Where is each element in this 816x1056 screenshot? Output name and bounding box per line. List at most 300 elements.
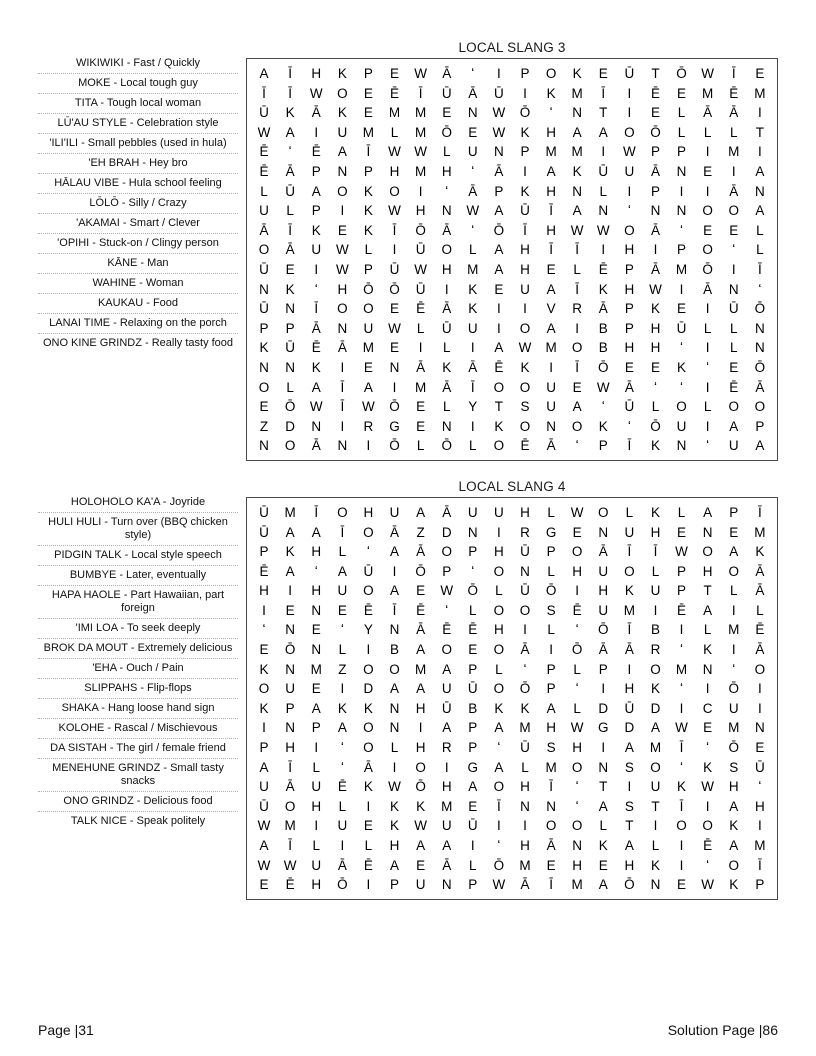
grid-cell[interactable]: Ū: [624, 399, 635, 415]
grid-cell[interactable]: D: [650, 700, 661, 716]
grid-cell[interactable]: Ā: [442, 66, 452, 82]
grid-cell[interactable]: Ā: [311, 438, 321, 454]
grid-cell[interactable]: I: [627, 661, 632, 677]
grid-cell[interactable]: W: [675, 720, 688, 736]
grid-cell[interactable]: P: [285, 320, 295, 336]
grid-cell[interactable]: I: [392, 242, 397, 258]
grid-cell[interactable]: O: [676, 399, 687, 415]
grid-cell[interactable]: U: [467, 144, 478, 160]
grid-cell[interactable]: L: [286, 379, 294, 395]
grid-cell[interactable]: Ā: [468, 183, 478, 199]
grid-cell[interactable]: Ē: [259, 563, 269, 579]
grid-cell[interactable]: Ū: [624, 700, 635, 716]
grid-cell[interactable]: ʻ: [680, 379, 684, 395]
grid-cell[interactable]: L: [338, 544, 347, 560]
grid-cell[interactable]: Ō: [389, 438, 400, 454]
grid-cell[interactable]: Ō: [519, 681, 531, 697]
grid-cell[interactable]: Ē: [729, 85, 739, 101]
grid-cell[interactable]: ʻ: [523, 661, 527, 677]
grid-cell[interactable]: O: [702, 242, 713, 258]
grid-cell[interactable]: H: [624, 681, 635, 697]
grid-cell[interactable]: B: [598, 340, 608, 356]
grid-cell[interactable]: ʻ: [732, 661, 736, 677]
grid-cell[interactable]: O: [258, 681, 270, 697]
grid-cell[interactable]: M: [388, 105, 401, 121]
grid-cell[interactable]: Ī: [262, 85, 266, 101]
grid-cell[interactable]: L: [286, 203, 294, 219]
grid-cell[interactable]: Ū: [520, 544, 530, 560]
grid-cell[interactable]: U: [598, 602, 609, 618]
grid-cell[interactable]: Ē: [442, 622, 452, 638]
grid-cell[interactable]: K: [546, 85, 556, 101]
grid-cell[interactable]: O: [676, 818, 687, 834]
grid-cell[interactable]: A: [703, 504, 713, 520]
grid-cell[interactable]: H: [624, 281, 635, 297]
grid-cell[interactable]: L: [703, 124, 712, 140]
grid-cell[interactable]: Ū: [467, 818, 478, 834]
grid-cell[interactable]: M: [754, 524, 766, 540]
grid-cell[interactable]: Ū: [415, 242, 426, 258]
grid-cell[interactable]: U: [494, 504, 504, 520]
grid-cell[interactable]: K: [363, 222, 373, 238]
grid-cell[interactable]: H: [702, 563, 713, 579]
grid-cell[interactable]: E: [285, 261, 295, 277]
grid-cell[interactable]: ʻ: [340, 622, 344, 638]
grid-cell[interactable]: U: [728, 700, 739, 716]
grid-cell[interactable]: Ī: [288, 759, 293, 775]
grid-cell[interactable]: O: [493, 779, 505, 795]
grid-cell[interactable]: Ā: [598, 642, 608, 658]
grid-cell[interactable]: Ā: [468, 359, 478, 375]
grid-cell[interactable]: Ē: [259, 144, 269, 160]
grid-cell[interactable]: ʻ: [314, 281, 318, 297]
grid-cell[interactable]: I: [758, 144, 762, 160]
grid-cell[interactable]: H: [624, 242, 635, 258]
grid-cell[interactable]: O: [258, 379, 270, 395]
grid-cell[interactable]: I: [497, 818, 501, 834]
grid-cell[interactable]: Ā: [285, 242, 295, 258]
grid-cell[interactable]: Ō: [702, 261, 713, 277]
grid-cell[interactable]: K: [572, 164, 582, 180]
grid-cell[interactable]: Ū: [624, 66, 635, 82]
grid-cell[interactable]: Ā: [546, 438, 556, 454]
grid-cell[interactable]: Ō: [624, 877, 635, 893]
grid-cell[interactable]: Ē: [416, 301, 426, 317]
grid-cell[interactable]: L: [338, 642, 347, 658]
grid-cell[interactable]: I: [497, 66, 501, 82]
grid-cell[interactable]: K: [363, 779, 373, 795]
grid-cell[interactable]: ʻ: [706, 359, 710, 375]
grid-cell[interactable]: Ē: [677, 602, 687, 618]
grid-cell[interactable]: A: [468, 779, 478, 795]
grid-cell[interactable]: P: [546, 544, 556, 560]
grid-cell[interactable]: E: [311, 681, 321, 697]
grid-cell[interactable]: N: [728, 281, 739, 297]
grid-cell[interactable]: Ī: [627, 438, 632, 454]
grid-cell[interactable]: O: [624, 222, 635, 238]
grid-cell[interactable]: O: [363, 720, 374, 736]
grid-cell[interactable]: P: [363, 164, 373, 180]
grid-cell[interactable]: Ā: [703, 281, 713, 297]
grid-cell[interactable]: Ō: [650, 418, 661, 434]
grid-cell[interactable]: Ī: [288, 85, 293, 101]
grid-cell[interactable]: ʻ: [627, 418, 631, 434]
grid-cell[interactable]: T: [651, 798, 660, 814]
grid-cell[interactable]: L: [547, 622, 555, 638]
grid-cell[interactable]: Ā: [337, 857, 347, 873]
grid-cell[interactable]: W: [518, 340, 532, 356]
grid-cell[interactable]: L: [729, 583, 738, 599]
grid-cell[interactable]: A: [311, 379, 321, 395]
grid-cell[interactable]: I: [366, 798, 371, 814]
grid-cell[interactable]: Ū: [285, 340, 296, 356]
grid-cell[interactable]: I: [679, 838, 684, 854]
grid-cell[interactable]: I: [679, 700, 684, 716]
grid-cell[interactable]: M: [754, 838, 766, 854]
grid-cell[interactable]: E: [363, 359, 373, 375]
grid-cell[interactable]: I: [705, 418, 710, 434]
grid-cell[interactable]: Ā: [468, 85, 478, 101]
grid-cell[interactable]: H: [572, 857, 583, 873]
grid-cell[interactable]: W: [309, 85, 323, 101]
grid-cell[interactable]: I: [601, 681, 606, 697]
grid-cell[interactable]: H: [650, 320, 661, 336]
grid-cell[interactable]: E: [598, 66, 608, 82]
grid-cell[interactable]: H: [546, 183, 556, 199]
grid-cell[interactable]: U: [728, 438, 739, 454]
grid-cell[interactable]: K: [390, 798, 400, 814]
grid-cell[interactable]: K: [285, 544, 295, 560]
grid-cell[interactable]: Ā: [598, 301, 608, 317]
grid-cell[interactable]: I: [705, 301, 710, 317]
grid-cell[interactable]: Ī: [523, 222, 527, 238]
grid-cell[interactable]: O: [284, 438, 296, 454]
grid-cell[interactable]: Ē: [363, 602, 373, 618]
grid-cell[interactable]: P: [468, 661, 478, 677]
grid-cell[interactable]: L: [573, 261, 581, 277]
grid-cell[interactable]: Ā: [311, 105, 321, 121]
grid-cell[interactable]: Ī: [340, 379, 345, 395]
grid-cell[interactable]: Ū: [598, 164, 609, 180]
grid-cell[interactable]: M: [362, 340, 375, 356]
grid-cell[interactable]: H: [389, 164, 400, 180]
grid-cell[interactable]: L: [312, 838, 320, 854]
grid-cell[interactable]: U: [546, 399, 556, 415]
grid-cell[interactable]: Ī: [288, 838, 293, 854]
grid-cell[interactable]: Ā: [755, 563, 765, 579]
grid-cell[interactable]: N: [755, 320, 765, 336]
grid-cell[interactable]: P: [468, 877, 478, 893]
grid-cell[interactable]: N: [650, 877, 661, 893]
grid-cell[interactable]: E: [363, 818, 373, 834]
grid-cell[interactable]: A: [572, 399, 582, 415]
grid-cell[interactable]: L: [729, 124, 738, 140]
grid-cell[interactable]: P: [520, 144, 530, 160]
grid-cell[interactable]: O: [702, 203, 713, 219]
grid-cell[interactable]: T: [494, 399, 504, 415]
grid-cell[interactable]: W: [466, 203, 480, 219]
grid-cell[interactable]: A: [311, 524, 321, 540]
grid-cell[interactable]: Ā: [285, 779, 295, 795]
grid-cell[interactable]: B: [650, 622, 660, 638]
grid-cell[interactable]: E: [259, 642, 269, 658]
letter-grid-2[interactable]: [251, 503, 773, 895]
grid-cell[interactable]: O: [363, 301, 374, 317]
grid-cell[interactable]: Ō: [389, 281, 400, 297]
grid-cell[interactable]: Ī: [627, 544, 632, 560]
grid-cell[interactable]: K: [468, 281, 478, 297]
grid-cell[interactable]: G: [389, 418, 400, 434]
grid-cell[interactable]: P: [677, 242, 687, 258]
grid-cell[interactable]: G: [467, 759, 479, 775]
grid-cell[interactable]: A: [259, 838, 269, 854]
grid-cell[interactable]: O: [337, 183, 348, 199]
grid-cell[interactable]: M: [414, 124, 427, 140]
grid-cell[interactable]: E: [650, 359, 660, 375]
grid-cell[interactable]: A: [390, 681, 400, 697]
grid-cell[interactable]: I: [705, 340, 710, 356]
grid-cell[interactable]: K: [442, 359, 452, 375]
grid-cell[interactable]: Ē: [390, 85, 400, 101]
grid-cell[interactable]: L: [495, 661, 503, 677]
grid-cell[interactable]: P: [677, 144, 687, 160]
grid-cell[interactable]: M: [284, 818, 296, 834]
grid-cell[interactable]: N: [572, 105, 583, 121]
grid-cell[interactable]: U: [311, 779, 322, 795]
grid-cell[interactable]: O: [519, 320, 531, 336]
grid-cell[interactable]: ʻ: [706, 438, 710, 454]
grid-cell[interactable]: E: [572, 379, 582, 395]
grid-cell[interactable]: Ō: [363, 281, 374, 297]
grid-cell[interactable]: ʻ: [471, 66, 475, 82]
grid-cell[interactable]: O: [728, 399, 739, 415]
grid-cell[interactable]: K: [598, 418, 608, 434]
grid-cell[interactable]: W: [492, 877, 506, 893]
grid-cell[interactable]: M: [571, 144, 583, 160]
grid-cell[interactable]: O: [545, 818, 557, 834]
grid-cell[interactable]: Ī: [314, 301, 319, 317]
grid-cell[interactable]: Ū: [259, 105, 269, 121]
grid-cell[interactable]: Ē: [337, 779, 347, 795]
grid-cell[interactable]: W: [335, 242, 349, 258]
grid-cell[interactable]: Ē: [416, 602, 426, 618]
grid-cell[interactable]: O: [728, 563, 739, 579]
grid-cell[interactable]: K: [363, 203, 373, 219]
grid-cell[interactable]: E: [546, 261, 556, 277]
grid-cell[interactable]: I: [653, 242, 658, 258]
grid-cell[interactable]: Ō: [493, 857, 505, 873]
grid-cell[interactable]: W: [570, 222, 584, 238]
grid-cell[interactable]: Ī: [470, 379, 475, 395]
grid-cell[interactable]: T: [599, 105, 608, 121]
grid-cell[interactable]: Ā: [755, 583, 765, 599]
grid-cell[interactable]: W: [414, 144, 427, 160]
grid-cell[interactable]: W: [649, 281, 662, 297]
grid-cell[interactable]: K: [650, 504, 660, 520]
grid-cell[interactable]: Ū: [259, 301, 269, 317]
grid-cell[interactable]: Ō: [415, 222, 426, 238]
grid-cell[interactable]: I: [601, 144, 606, 160]
grid-cell[interactable]: I: [262, 720, 266, 736]
grid-cell[interactable]: Ō: [754, 359, 766, 375]
grid-cell[interactable]: P: [468, 720, 478, 736]
grid-cell[interactable]: W: [414, 66, 427, 82]
grid-cell[interactable]: A: [311, 183, 321, 199]
grid-cell[interactable]: H: [389, 838, 400, 854]
grid-cell[interactable]: H: [441, 164, 452, 180]
grid-cell[interactable]: A: [494, 720, 504, 736]
grid-cell[interactable]: W: [492, 124, 506, 140]
grid-cell[interactable]: N: [389, 720, 400, 736]
grid-cell[interactable]: Ā: [337, 340, 347, 356]
grid-cell[interactable]: E: [442, 105, 452, 121]
grid-cell[interactable]: K: [650, 681, 660, 697]
grid-cell[interactable]: O: [441, 544, 452, 560]
grid-cell[interactable]: H: [650, 340, 661, 356]
grid-cell[interactable]: I: [314, 818, 319, 834]
grid-cell[interactable]: M: [414, 105, 427, 121]
grid-cell[interactable]: O: [363, 524, 374, 540]
grid-cell[interactable]: I: [340, 681, 345, 697]
grid-cell[interactable]: L: [651, 399, 660, 415]
grid-cell[interactable]: K: [363, 183, 373, 199]
grid-cell[interactable]: ʻ: [575, 438, 579, 454]
grid-cell[interactable]: ʻ: [680, 222, 684, 238]
grid-cell[interactable]: Ō: [676, 66, 687, 82]
grid-cell[interactable]: W: [257, 124, 271, 140]
grid-cell[interactable]: I: [262, 602, 266, 618]
grid-cell[interactable]: Ī: [340, 524, 345, 540]
grid-cell[interactable]: I: [679, 857, 684, 873]
grid-cell[interactable]: H: [520, 261, 530, 277]
grid-cell[interactable]: N: [441, 877, 452, 893]
grid-cell[interactable]: E: [729, 222, 739, 238]
grid-cell[interactable]: I: [601, 740, 606, 756]
grid-cell[interactable]: O: [754, 661, 766, 677]
grid-cell[interactable]: E: [703, 164, 713, 180]
grid-cell[interactable]: M: [728, 622, 740, 638]
grid-cell[interactable]: A: [416, 681, 426, 697]
grid-cell[interactable]: W: [596, 222, 610, 238]
grid-cell[interactable]: P: [729, 504, 739, 520]
grid-cell[interactable]: H: [546, 720, 556, 736]
grid-cell[interactable]: S: [624, 798, 634, 814]
grid-cell[interactable]: L: [442, 399, 451, 415]
grid-cell[interactable]: A: [546, 320, 556, 336]
grid-cell[interactable]: E: [755, 66, 765, 82]
grid-cell[interactable]: Ō: [441, 124, 452, 140]
grid-cell[interactable]: K: [494, 700, 504, 716]
grid-cell[interactable]: U: [259, 779, 269, 795]
grid-cell[interactable]: H: [624, 857, 635, 873]
grid-cell[interactable]: P: [624, 320, 634, 336]
grid-cell[interactable]: N: [311, 418, 322, 434]
grid-cell[interactable]: H: [755, 798, 765, 814]
grid-cell[interactable]: Ē: [311, 340, 321, 356]
grid-cell[interactable]: H: [441, 261, 452, 277]
grid-cell[interactable]: O: [519, 418, 531, 434]
grid-cell[interactable]: O: [545, 66, 557, 82]
grid-cell[interactable]: A: [390, 544, 400, 560]
grid-cell[interactable]: Ī: [549, 203, 553, 219]
grid-cell[interactable]: M: [702, 85, 714, 101]
grid-cell[interactable]: W: [414, 261, 427, 277]
grid-cell[interactable]: O: [728, 857, 739, 873]
grid-cell[interactable]: Z: [416, 524, 425, 540]
grid-cell[interactable]: Ē: [468, 622, 478, 638]
grid-cell[interactable]: Ō: [598, 359, 609, 375]
grid-cell[interactable]: E: [755, 740, 765, 756]
grid-cell[interactable]: N: [650, 203, 661, 219]
grid-cell[interactable]: I: [418, 183, 423, 199]
grid-cell[interactable]: D: [624, 720, 635, 736]
grid-cell[interactable]: M: [467, 261, 479, 277]
grid-cell[interactable]: ʻ: [575, 798, 579, 814]
grid-cell[interactable]: E: [259, 399, 269, 415]
grid-cell[interactable]: Ā: [416, 622, 426, 638]
grid-cell[interactable]: I: [758, 105, 762, 121]
grid-cell[interactable]: E: [546, 857, 556, 873]
grid-cell[interactable]: U: [337, 583, 348, 599]
grid-cell[interactable]: E: [363, 85, 373, 101]
grid-cell[interactable]: O: [337, 504, 348, 520]
grid-cell[interactable]: Ō: [728, 740, 739, 756]
grid-cell[interactable]: H: [337, 281, 348, 297]
grid-cell[interactable]: M: [545, 340, 557, 356]
grid-cell[interactable]: Ā: [624, 642, 634, 658]
grid-cell[interactable]: O: [702, 544, 713, 560]
grid-cell[interactable]: ʻ: [575, 681, 579, 697]
grid-cell[interactable]: Y: [468, 399, 478, 415]
grid-cell[interactable]: I: [575, 320, 580, 336]
grid-cell[interactable]: I: [288, 583, 293, 599]
grid-cell[interactable]: ʻ: [340, 740, 344, 756]
grid-cell[interactable]: P: [468, 740, 478, 756]
grid-cell[interactable]: I: [575, 583, 580, 599]
grid-cell[interactable]: A: [598, 798, 608, 814]
grid-cell[interactable]: E: [598, 857, 608, 873]
grid-cell[interactable]: K: [390, 818, 400, 834]
grid-cell[interactable]: E: [416, 418, 426, 434]
grid-cell[interactable]: Ā: [442, 504, 452, 520]
grid-cell[interactable]: Ī: [627, 622, 632, 638]
grid-cell[interactable]: P: [546, 681, 556, 697]
grid-cell[interactable]: H: [520, 242, 530, 258]
grid-cell[interactable]: ʻ: [497, 838, 501, 854]
grid-cell[interactable]: N: [441, 418, 452, 434]
grid-cell[interactable]: O: [363, 740, 374, 756]
grid-cell[interactable]: N: [337, 164, 348, 180]
grid-cell[interactable]: A: [494, 242, 504, 258]
grid-cell[interactable]: Ā: [650, 261, 660, 277]
grid-cell[interactable]: ʻ: [262, 622, 266, 638]
grid-cell[interactable]: K: [520, 700, 530, 716]
grid-cell[interactable]: U: [337, 818, 348, 834]
grid-cell[interactable]: I: [731, 602, 736, 618]
grid-cell[interactable]: A: [337, 720, 347, 736]
grid-cell[interactable]: A: [311, 700, 321, 716]
grid-cell[interactable]: I: [340, 203, 345, 219]
grid-cell[interactable]: ʻ: [471, 164, 475, 180]
grid-cell[interactable]: A: [572, 124, 582, 140]
grid-cell[interactable]: I: [705, 183, 710, 199]
grid-cell[interactable]: I: [627, 85, 632, 101]
grid-cell[interactable]: P: [755, 418, 765, 434]
grid-cell[interactable]: Ā: [442, 222, 452, 238]
grid-cell[interactable]: L: [495, 583, 503, 599]
grid-cell[interactable]: L: [338, 798, 347, 814]
grid-cell[interactable]: A: [416, 642, 426, 658]
